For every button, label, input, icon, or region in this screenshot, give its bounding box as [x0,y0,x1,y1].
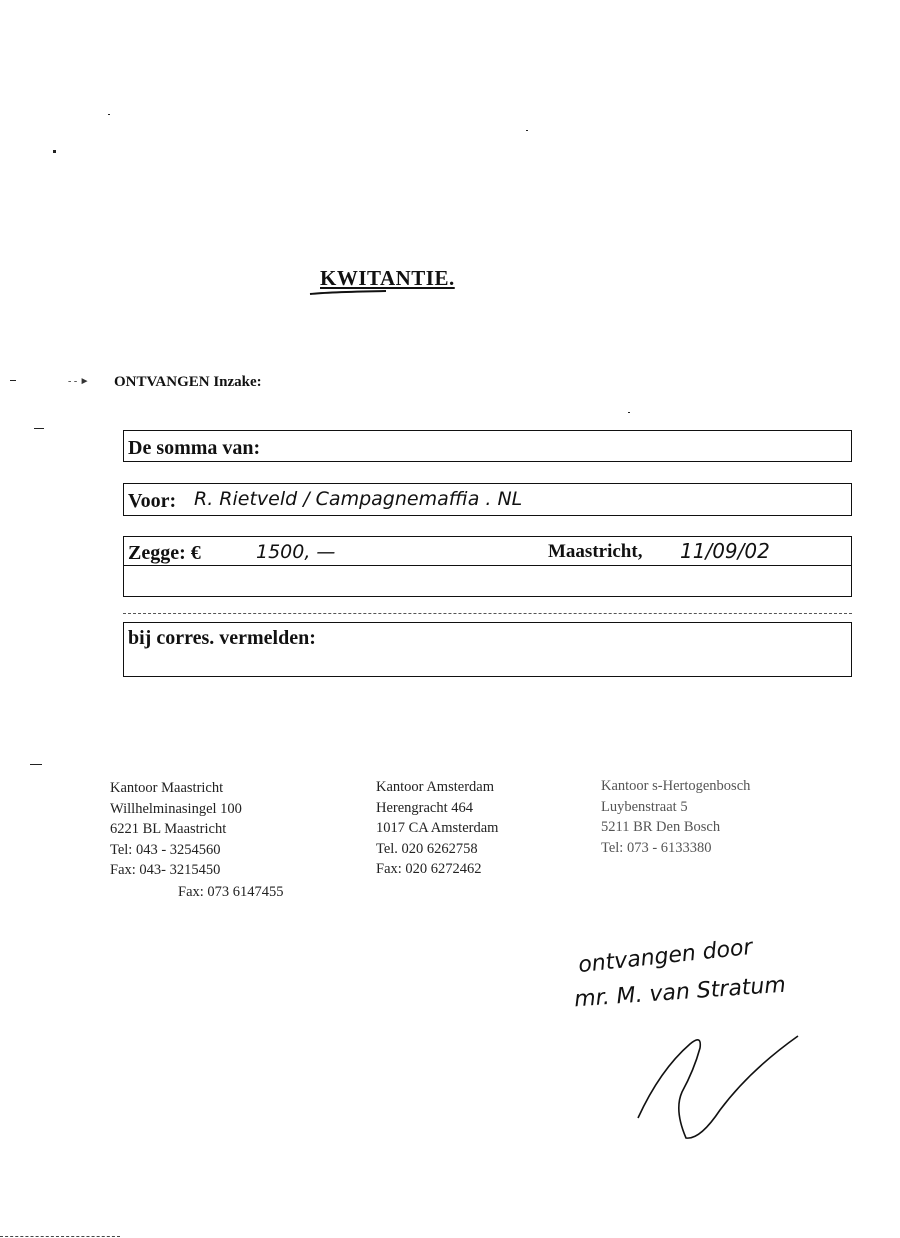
zegge-box [123,536,852,597]
voor-handwritten-value: R. Rietveld / Campagnemaffia . NL [194,488,523,510]
office-line: Fax: 020 6272462 [376,861,482,877]
office-amsterdam [376,777,498,880]
office-line: Kantoor s-Hertogenbosch [601,778,751,794]
scan-speck [526,130,528,131]
scan-speck [34,428,44,429]
office-line: Tel: 073 - 6133380 [601,839,712,856]
handwritten-name: mr. M. van Stratum [573,972,787,1013]
scan-speck [10,380,16,381]
office-line: Kantoor Amsterdam [376,779,494,795]
office-den-bosch-fax: Fax: 073 6147455 [178,884,284,900]
document-title: KWITANTIE. [320,266,455,290]
place-label: Maastricht, [548,541,643,562]
office-line: Luybenstraat 5 [601,798,688,815]
office-line: Willhelminasingel 100 [110,800,242,817]
office-den-bosch [601,776,750,858]
zegge-divider [124,565,851,566]
dashed-separator [123,613,852,614]
scan-speck [108,114,110,115]
somma-box [123,430,852,462]
office-line: 5211 BR Den Bosch [601,819,721,835]
office-line: 1017 CA Amsterdam [376,820,499,836]
date-handwritten-value: 11/09/02 [680,539,770,563]
arrow-icon: - - ► [68,376,90,387]
office-line: 6221 BL Maastricht [110,821,227,837]
zegge-handwritten-amount: 1500, — [256,541,336,563]
corres-box [123,622,852,677]
corres-label: bij corres. vermelden: [128,627,316,649]
title-underline-stroke [308,290,388,300]
voor-box [123,483,852,516]
zegge-label: Zegge: € [128,542,201,564]
voor-label: Voor: [128,490,177,512]
scan-speck [53,150,56,153]
office-line: Tel: 043 - 3254560 [110,841,221,858]
office-line: Herengracht 464 [376,799,474,816]
scan-speck [628,412,630,413]
bottom-edge-dash [0,1236,120,1237]
ontvangen-label: ONTVANGEN Inzake: [114,374,262,390]
office-line: Fax: 043- 3215450 [110,862,221,878]
office-maastricht [110,778,242,881]
office-line: Tel. 020 6262758 [376,840,478,857]
office-line: Kantoor Maastricht [110,780,224,796]
signature-drawing [630,1030,810,1150]
scan-speck [30,764,42,765]
somma-label: De somma van: [128,437,261,459]
handwritten-received-by: ontvangen door [577,934,754,979]
